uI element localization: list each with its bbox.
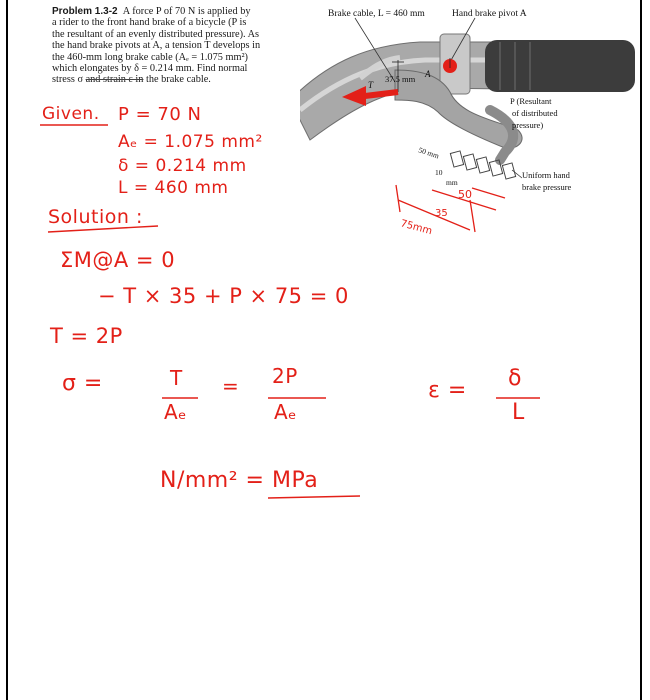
uniform-2: brake pressure: [522, 182, 572, 192]
moment-equation: ΣM@A = 0: [60, 248, 176, 272]
problem-text-7b: the brake cable.: [143, 74, 211, 86]
pivot-label: Hand brake pivot A: [452, 9, 527, 19]
fraction-num-t: T: [170, 366, 183, 390]
epsilon-label: ε =: [428, 378, 467, 403]
fraction-den-ae-2: Aₑ: [274, 400, 298, 424]
given-l: L = 460 mm: [118, 178, 229, 198]
fraction-den-l: L: [512, 400, 525, 425]
hw-75mm: 75mm: [399, 218, 434, 238]
label-a: A: [425, 69, 431, 79]
problem-line-3: the resultant of an evenly distributed pressure). As: [52, 28, 260, 40]
equals-sign: =: [222, 374, 240, 398]
dim-50-label: 50 mm: [417, 145, 441, 161]
fraction-den-ae: Aₑ: [164, 400, 188, 424]
equilibrium-equation: − T × 35 + P × 75 = 0: [98, 284, 349, 308]
p-resultant-1: P (Resultant: [510, 96, 552, 106]
problem-line-2: a rider to the front hand brake of a bicycle (P is: [52, 17, 247, 29]
problem-text-1: A force P of 70 N is applied by: [122, 6, 251, 17]
given-label: Given.: [42, 104, 100, 124]
fraction-num-2p: 2P: [272, 364, 298, 388]
sigma-label: σ =: [62, 371, 103, 396]
units-line: N/mm² = MPa: [160, 468, 319, 493]
struck-text: and strain ε in: [85, 74, 144, 86]
dim-37-5-label: 37.5 mm: [385, 74, 416, 84]
p-resultant-3: pressure): [512, 120, 544, 130]
problem-line-4: the hand brake pivots at A, a tension T develops in: [52, 40, 261, 52]
uniform-1: Uniform hand: [522, 170, 570, 180]
fraction-num-delta: δ: [508, 366, 522, 391]
mm-label: mm: [446, 178, 458, 187]
label-t: T: [368, 80, 374, 90]
given-p: P = 70 N: [118, 104, 202, 125]
given-ae: Aₑ = 1.075 mm²: [118, 132, 263, 152]
hw-50: 50: [458, 188, 472, 201]
cable-label: Brake cable, L = 460 mm: [328, 9, 425, 19]
dim-10-label: 10: [435, 168, 443, 177]
problem-line-5: the 460-mm long brake cable (Aₑ = 1.075 mm²): [52, 51, 248, 63]
given-delta: δ = 0.214 mm: [118, 156, 247, 176]
problem-line-6: which elongates by δ = 0.214 mm. Find normal: [52, 63, 248, 75]
problem-text-7a: stress σ: [52, 74, 86, 86]
hw-35: 35: [435, 208, 448, 219]
solution-label: Solution :: [48, 206, 143, 228]
mpa-underline: [268, 496, 360, 498]
p-resultant-2: of distributed: [512, 108, 558, 118]
problem-number: Problem 1.3-2: [52, 6, 118, 17]
t-equals-2p: T = 2P: [50, 324, 123, 348]
